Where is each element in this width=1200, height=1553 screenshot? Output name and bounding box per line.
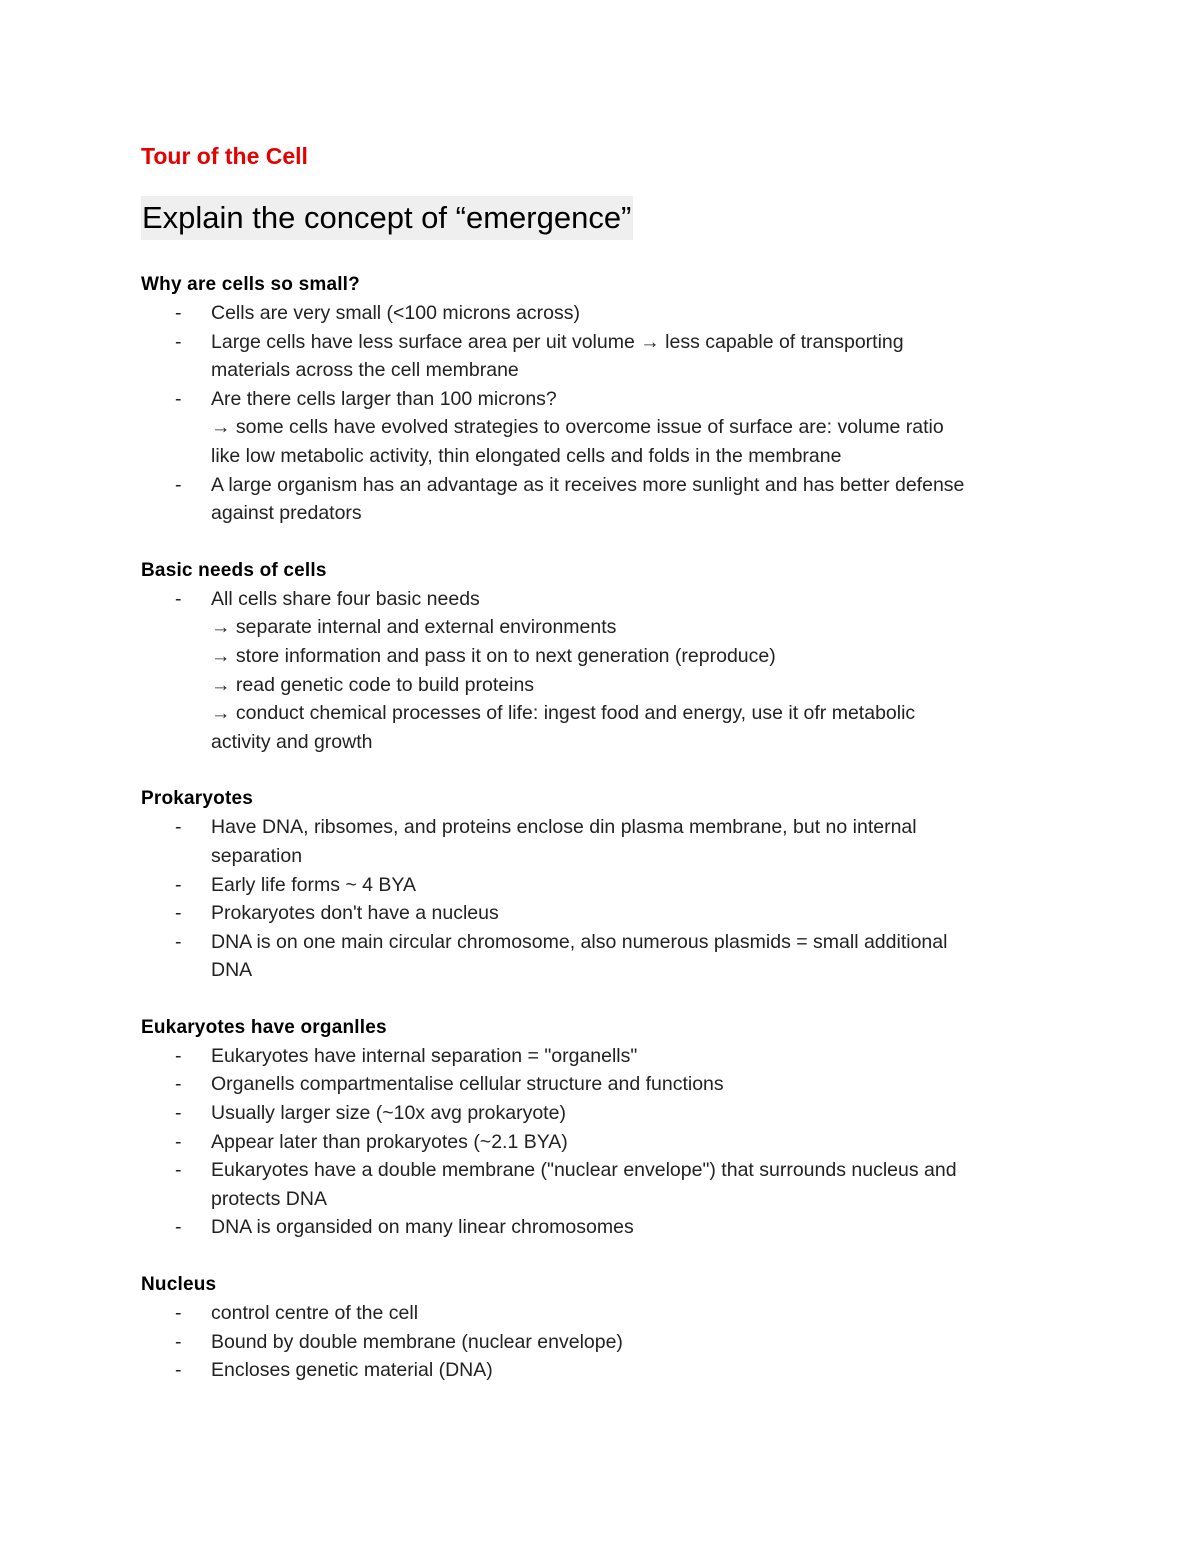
bullet-text-line: Prokaryotes don't have a nucleus [211, 902, 499, 925]
bullet-text-line: Are there cells larger than 100 microns? [211, 387, 557, 410]
bullet-text-line: DNA [211, 959, 253, 982]
subtitle-row [141, 196, 1061, 240]
bullet-item [141, 385, 1061, 471]
bullet-item [141, 1070, 1061, 1099]
notes-body [141, 271, 1061, 1385]
bullet-item [141, 1099, 1061, 1128]
bullet-marker: - [175, 1073, 182, 1096]
bullet-item [141, 813, 1061, 870]
bullet-marker: - [175, 816, 182, 839]
bullet-marker: - [175, 1302, 182, 1325]
bullet-marker: - [175, 302, 182, 324]
section-heading: Prokaryotes [141, 788, 254, 810]
bullet-text-line: DNA is on one main circular chromosome, also numerous plasmids = small additional [211, 930, 948, 953]
bullet-marker: - [175, 1359, 182, 1382]
bullet-item [141, 1328, 1061, 1357]
bullet-text-line: → store information and pass it on to next generation (reproduce) [211, 644, 776, 667]
bullet-text-line: separation [211, 844, 303, 867]
bullet-item [141, 928, 1061, 985]
bullet-text-line: Eukaryotes have a double membrane ("nuclear envelope") that surrounds nucleus and [211, 1159, 957, 1182]
bullet-marker: - [175, 930, 182, 953]
bullet-text-line: Have DNA, ribsomes, and proteins enclose din plasma membrane, but no internal [211, 816, 917, 839]
bullet-text-line: Bound by double membrane (nuclear envelope) [211, 1330, 623, 1353]
bullet-text-line: materials across the cell membrane [211, 359, 519, 382]
bullet-list [141, 813, 1061, 985]
bullet-text-line: Organells compartmentalise cellular structure and functions [211, 1073, 724, 1096]
bullet-text-line: Appear later than prokaryotes (~2.1 BYA) [211, 1130, 568, 1153]
section-heading: Basic needs of cells [141, 559, 327, 581]
section [141, 271, 1061, 528]
bullet-item [141, 585, 1061, 757]
bullet-item [141, 1156, 1061, 1213]
bullet-item [141, 328, 1061, 385]
bullet-marker: - [175, 1102, 182, 1125]
bullet-text-line: against predators [211, 502, 362, 525]
section [141, 557, 1061, 757]
bullet-list [141, 585, 1061, 757]
bullet-marker: - [175, 1159, 182, 1182]
bullet-item [141, 1213, 1061, 1242]
bullet-marker: - [175, 1330, 182, 1353]
bullet-item [141, 899, 1061, 928]
document-subtitle: Explain the concept of “emergence” [141, 196, 633, 240]
section [141, 1271, 1061, 1385]
bullet-item [141, 871, 1061, 900]
bullet-marker: - [175, 330, 182, 353]
section-heading: Why are cells so small? [141, 274, 360, 295]
bullet-list [141, 1299, 1061, 1385]
bullet-text-line: Usually larger size (~10x avg prokaryote) [211, 1102, 566, 1125]
bullet-text-line: All cells share four basic needs [211, 587, 480, 610]
bullet-text-line: Eukaryotes have internal separation = "organells" [211, 1044, 638, 1067]
bullet-marker: - [175, 1130, 182, 1153]
bullet-marker: - [175, 902, 182, 925]
bullet-text-line: protects DNA [211, 1187, 327, 1210]
bullet-marker: - [175, 473, 182, 496]
section [141, 1014, 1061, 1242]
section-heading: Eukaryotes have organlles [141, 1016, 387, 1038]
document-page [141, 140, 1061, 1414]
bullet-text-line: A large organism has an advantage as it receives more sunlight and has better defense [211, 473, 965, 496]
bullet-text-line: → separate internal and external environments [211, 616, 617, 639]
bullet-marker: - [175, 873, 182, 896]
bullet-text-line: → some cells have evolved strategies to overcome issue of surface are: volume ratio [211, 416, 944, 439]
bullet-text-line: → conduct chemical processes of life: ingest food and energy, use it ofr metabolic [211, 702, 916, 725]
bullet-text-line: Cells are very small (<100 microns across) [211, 302, 580, 324]
bullet-item [141, 299, 1061, 328]
bullet-list [141, 299, 1061, 528]
bullet-text-line: Encloses genetic material (DNA) [211, 1359, 493, 1382]
bullet-list [141, 1042, 1061, 1242]
bullet-item [141, 471, 1061, 528]
bullet-text-line: → read genetic code to build proteins [211, 673, 535, 696]
bullet-item [141, 1128, 1061, 1157]
document-title: Tour of the Cell [141, 143, 308, 169]
bullet-text-line: DNA is organsided on many linear chromosomes [211, 1216, 634, 1239]
bullet-text-line: Large cells have less surface area per uit volume → less capable of transporting [211, 330, 904, 353]
section [141, 785, 1061, 985]
section-heading: Nucleus [141, 1274, 217, 1296]
bullet-text-line: Early life forms ~ 4 BYA [211, 873, 416, 896]
bullet-text-line: like low metabolic activity, thin elongated cells and folds in the membrane [211, 444, 842, 467]
bullet-marker: - [175, 387, 182, 410]
bullet-text-line: activity and growth [211, 730, 373, 753]
bullet-marker: - [175, 587, 182, 610]
bullet-text-line: control centre of the cell [211, 1302, 419, 1325]
bullet-item [141, 1356, 1061, 1385]
bullet-marker: - [175, 1044, 182, 1067]
bullet-item [141, 1042, 1061, 1071]
bullet-marker: - [175, 1216, 182, 1239]
bullet-item [141, 1299, 1061, 1328]
